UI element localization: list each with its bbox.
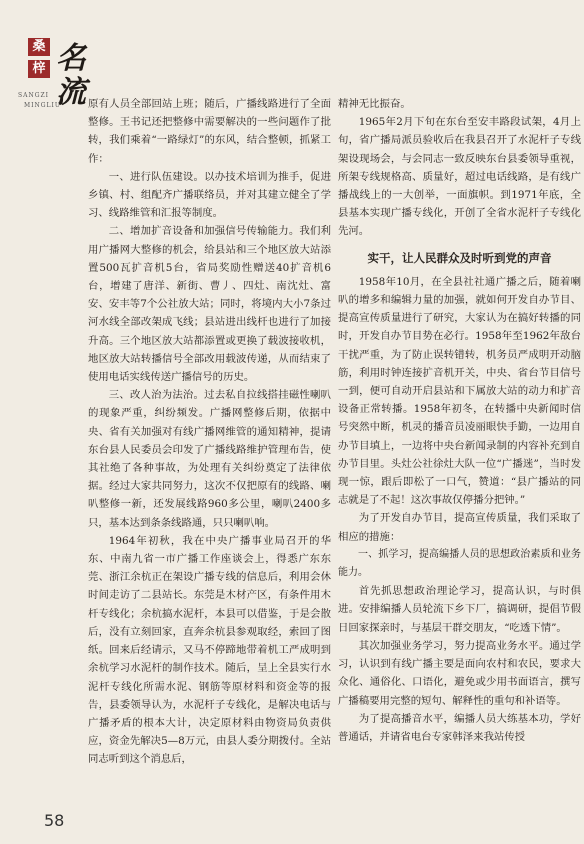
right-column-bottom xyxy=(338,273,581,746)
logo-calligraphy-1: 名 xyxy=(56,41,86,76)
paragraph: 首先抓思想政治理论学习，提高认识，与时俱进。安排编播人员轮流下乡下厂，搞调研，提倡节假日回家探亲时，与基层干群交朋友，“吃透下情”。 xyxy=(338,585,581,634)
paragraph: 为了提高播音水平，编播人员大练基本功，学好普通话，并请省电台专家韩泽来我站传授 xyxy=(338,712,581,743)
paragraph: 一、进行队伍建设。以办技术培训为推手，促进乡镇、村、组配齐广播联络员，并对其建立健全了学习、线路维管和汇报等制度。 xyxy=(88,170,331,220)
column-logo xyxy=(12,30,92,115)
paragraph: 三、改人治为法治。过去私自拉线搭挂磁性喇叭的现象严重，纠纷频发。广播网整修后期，依据中央、省有关加强对有线广播网维管的通知精神，提请东台县人民委员会印发了广播线路维护管理布告，使其社绝了各种事故，为处理有关纠纷奠定了法律依据。经过大家共同努力，这次不仅把原有的线路、喇叭整修一新，还发展线路960多公里，喇叭2400多只，基本达到条条线路通，只只喇叭响。 xyxy=(88,389,331,529)
logo-calligraphy-2: 流 xyxy=(56,75,86,110)
logo-char-1: 桑 xyxy=(28,38,50,56)
left-column xyxy=(88,95,331,769)
right-column-top xyxy=(338,95,581,241)
page-number: 58 xyxy=(44,811,65,830)
logo-pinyin-2: MINGLIU xyxy=(24,102,61,109)
paragraph: 一、抓学习，提高编播人员的思想政治素质和业务能力。 xyxy=(338,548,581,579)
logo-char-2: 梓 xyxy=(28,60,50,78)
paragraph: 精神无比振奋。 xyxy=(338,98,411,110)
paragraph: 为了开发自办节目，提高宣传质量，我们采取了相应的措施： xyxy=(338,512,581,543)
paragraph: 1958年10月，在全县社社通广播之后，随着喇叭的增多和编辑力量的加强，就如何开发自办节目、提高宣传质量进行了研究，大家认为在搞好转播的同时，开发自办节目势在必行。1958年至1962年敌台干扰严重，为了防止误转错转，机务员严成明开动脑筋，利用时钟连接扩音机开关，中央、省台节目信号一到，便可自动开启县站和下属放大站的动力和扩音设备正常转播。1958年初冬，在转播中央新闻时信号突然中断，机灵的播音员凌丽眼快手勤，一边用自办节目填上，一边将中央台新闻录制的内容补充到自办节目里。头灶公社徐灶大队一位“广播迷”，当时发现一惊，跟后即松了一口气，赞道：“县广播站的同志就是了不起！这次事故仅停播分把钟。” xyxy=(338,275,581,507)
logo-pinyin-1: SANGZI xyxy=(18,92,50,99)
right-column xyxy=(338,95,581,746)
paragraph: 二、增加扩音设备和加强信号传输能力。我们利用广播网大整修的机会，给县站和三个地区放大站添置500瓦扩音机5台，省局奖励性赠送40扩音机6台，增建了唐洋、新街、曹丿、四灶、南沈灶、富安、安丰等7个公社放大站；同时，将境内大小7条过河水线全部改架成飞线；县站进出线杆也进行了加接升高。三个地区放大站都添置或更换了载波接收机，地区放大站转播信号全部改用载波传递，从而结束了使用电话实线传送广播信号的历史。 xyxy=(88,225,331,384)
paragraph: 1964年初秋，我在中央广播事业局召开的华东、中南九省一市广播工作座谈会上，得悉广东东莞、浙江余杭正在架设广播专线的信息后，利用会休时间走访了二县站长。东莞是木材产区，有条件用木杆专线化；余杭搞水泥杆，本县可以借鉴，于是会散后，没有立刻回家，直奔余杭县参观取经，索回了图纸。回来后经请示，又马不停蹄地带着机工严成明到余杭学习水泥杆的制作技术。随后，呈上全县实行水泥杆专线化所需水泥、钢筋等原材料和资金等的报告，县委领导认为，水泥杆子专线化，是解决电话与广播矛盾的根本大计，决定原材料由物资局负责供应，资金先解决5—8万元，由县人委分期拨付。全站同志听到这个消息后， xyxy=(88,534,331,766)
paragraph: 原有人员全部回站上班；随后，广播线路进行了全面整修。王书记还把整修中需要解决的一些问题作了批转，我们乘着“一路绿灯”的东风，结合整顿，抓紧工作： xyxy=(88,98,331,165)
paragraph: 1965年2月下旬在东台至安丰路段试架，4月上旬，省广播局派员验收后在我县召开了水泥杆子专线架设现场会，与会同志一致反映东台县委领导重视，所架专线规格高、质量好，超过电话线路，是有线广播战线上的一大创举，一面旗帜。到1971年底，全县基本实现广播专线化，开创了全省水泥杆子专线化先河。 xyxy=(338,116,581,238)
paragraph: 其次加强业务学习，努力提高业务水平。通过学习，认识到有线广播主要是面向农村和农民，要求大众化、通俗化、口语化，避免或少用书面语言，撰写广播稿要用完整的短句、解释性的重句和补语等。 xyxy=(338,639,581,707)
section-heading: 实干，让人民群众及时听到党的声音 xyxy=(367,250,552,265)
